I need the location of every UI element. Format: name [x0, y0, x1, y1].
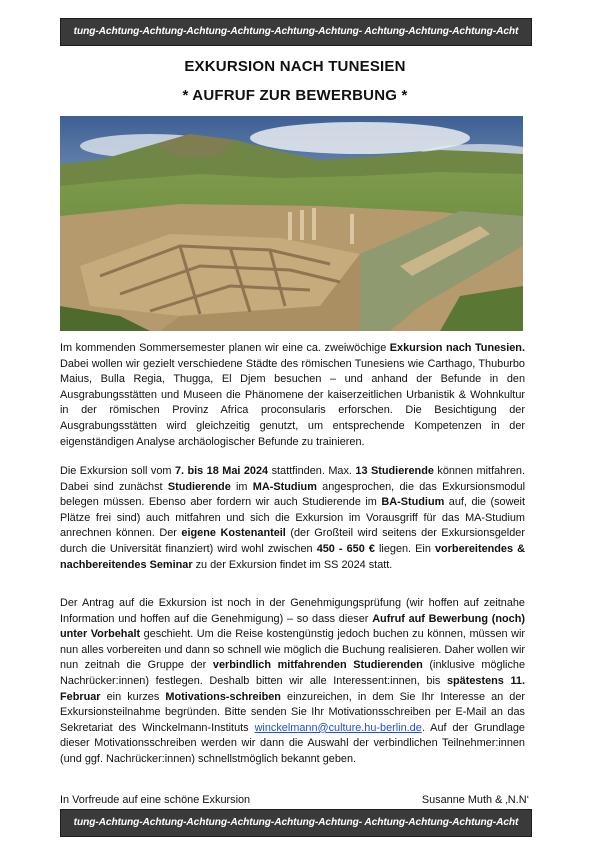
signature: Susanne Muth & ‚N.N‘: [421, 794, 529, 806]
intro-paragraph: Im kommenden Sommersemester planen wir eine ca. zweiwöchige Exkursion nach Tunesien. Dabei wollen wir gezielt verschiedene Städte des römischen Tunesiens wie Carthago, Thuburbo Maius, Bulla Regia, Thugga, El Djem besuchen – und anhand der Befunde in den Ausgrabungsstätten und Museen die Phänomene der kaiserzeitlichen Urbanistik & Wohnkultur in der römischen Provinz Africa proconsularis erforschen. Die Besichtigung der Ausgrabungsstätten wird gleichzeitig genutzt, um entsprechende Kompetenzen in der eigenständigen Analyse archäologischer Befunde zu trainieren.: [60, 342, 525, 448]
banner-text: tung-Achtung-Achtung-Achtung-Achtung-Achtung-Achtung- Achtung-Achtung-Achtung-Acht: [73, 817, 519, 828]
warning-banner-top: [60, 18, 532, 46]
page-subtitle: * AUFRUF ZUR BEWERBUNG *: [182, 87, 408, 104]
dates-paragraph: Die Exkursion soll vom 7. bis 18 Mai 2024 stattfinden. Max. 13 Studierende können mitfahren. Dabei sind zunächst Studierende im MA-Studium angesprochen, die das Exkursionsmodul belegen müssen. Ebenso aber fordern wir auch Studierende im BA-Studium auf, die (soweit Plätze frei sind) auch mitfahren und sich die Exkursion im Vorausgriff für das MA-Studium anrechnen können. Der eigene Kostenanteil (der Großteil wird seitens der Exkursionsgelder durch die Universität finanziert) wird wohl zwischen 450 - 650 € liegen. Ein vorbereitendes & nachbereitendes Seminar zu der Exkursion findet im SS 2024 statt.: [60, 465, 525, 571]
warning-banner-bottom: [60, 809, 532, 837]
application-paragraph: Der Antrag auf die Exkursion ist noch in der Genehmigungsprüfung (wir hoffen auf zeitnahe Information und hoffen auf die Genehmigung) – so dass dieser Aufruf auf Bewerbung (noch) unter Vorbehalt geschieht. Um die Reise kostengünstig jedoch buchen zu können, müssen wir nun alles vorbereiten und dann so schnell wie möglich die Buchung realisieren. Daher wollen wir nun zeitnah die Gruppe der verbindlich mitfahrenden Studierenden (inklusive mögliche Nachrücker:innen) festlegen. Deshalb bitten wir alle Interessent:innen, bis spätestens 11. Februar ein kurzes Motivations-schreiben einzureichen, in dem Sie Ihr Interesse an der Exkursionsteilnahme begründen. Bitte senden Sie Ihr Motivationsschreiben per E-Mail an das Sekretariat des Winckelmann-Instituts winckelmann@culture.hu-berlin.de. Auf der Grundlage dieser Motivationsschreiben werden wir dann die Auswahl der verbindlichen Teilnehmer:innen (und ggf. Nachrücker:innen) schnellstmöglich bekannt geben.: [60, 597, 526, 765]
banner-text: tung-Achtung-Achtung-Achtung-Achtung-Achtung-Achtung- Achtung-Achtung-Achtung-Acht: [73, 26, 519, 37]
ruins-photo: [60, 116, 523, 331]
closing-text: In Vorfreude auf eine schöne Exkursion: [60, 794, 251, 806]
page-title: EXKURSION NACH TUNESIEN: [184, 58, 406, 75]
email-link[interactable]: winckelmann@culture.hu-berlin.de: [254, 721, 422, 734]
